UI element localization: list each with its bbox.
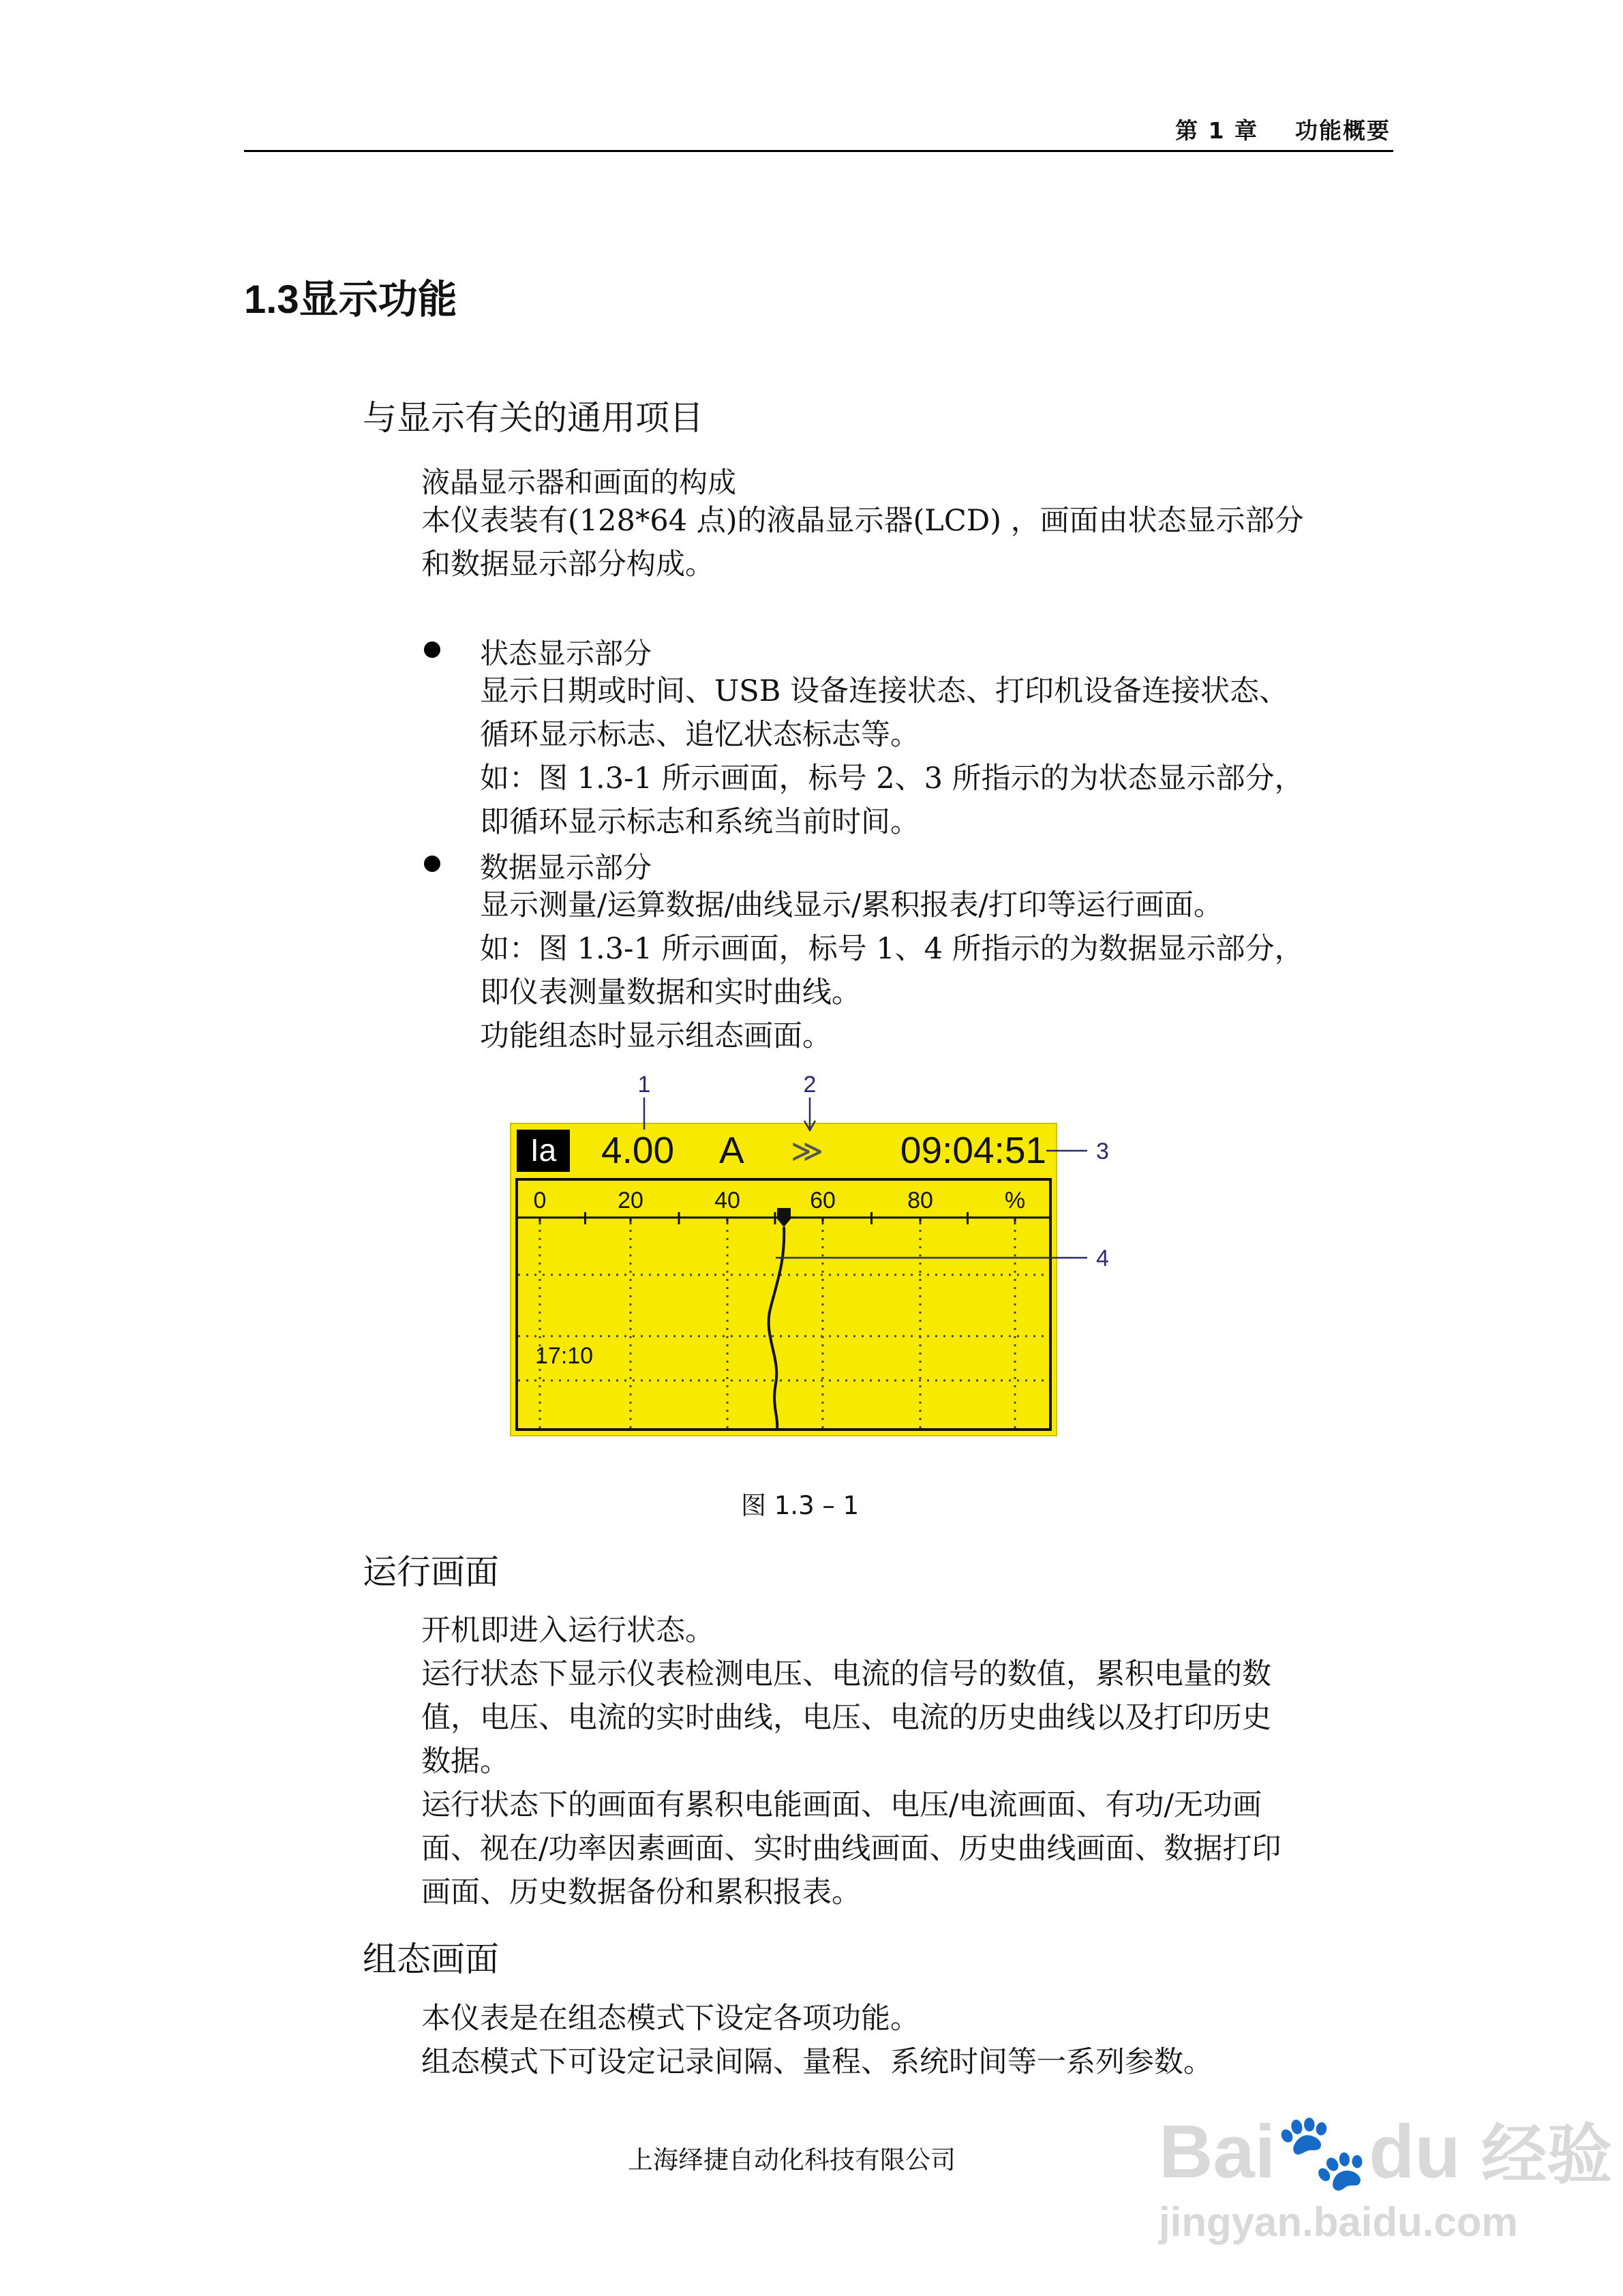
- bullet-title: 状态显示部分: [480, 637, 652, 670]
- header-rule: [244, 150, 1393, 152]
- scale-label: %: [1004, 1188, 1026, 1213]
- text-line: 值，电压、电流的实时曲线，电压、电流的历史曲线以及打印历史: [421, 1701, 1271, 1735]
- text-line: 循环显示标志、追忆状态标志等。: [480, 718, 920, 752]
- callout-2: 2: [803, 1072, 817, 1098]
- text-line: 如：图 1.3-1 所示画面，标号 1、4 所指示的为数据显示部分，: [480, 932, 1304, 966]
- text-line: 运行状态下显示仪表检测电压、电流的信号的数值，累积电量的数: [421, 1657, 1271, 1691]
- scale-label: 60: [810, 1188, 836, 1213]
- run-screen-heading: 运行画面: [363, 1552, 499, 1592]
- bullet-icon: [424, 641, 440, 658]
- chapter-number: 第 1 章: [1175, 117, 1259, 144]
- scale-label: 80: [907, 1188, 933, 1213]
- scale-label: 0: [533, 1188, 547, 1213]
- section-title: 1.3显示功能: [244, 277, 457, 322]
- text-line: 和数据显示部分构成。: [421, 547, 714, 581]
- watermark-brand: Bai: [1159, 2110, 1276, 2194]
- text-line: 运行状态下的画面有累积电能画面、电压/电流画面、有功/无功画: [421, 1788, 1262, 1822]
- figure-caption: 图 1.3 – 1: [741, 1491, 860, 1520]
- watermark-brand2: du: [1369, 2110, 1461, 2194]
- text-line: 组态模式下可设定记录间隔、量程、系统时间等一系列参数。: [421, 2045, 1213, 2079]
- system-time: 09:04:51: [900, 1129, 1046, 1171]
- watermark-url: jingyan.baidu.com: [1159, 2199, 1518, 2245]
- lcd-figure: [477, 1063, 1159, 1500]
- text-line: 功能组态时显示组态画面。: [480, 1019, 832, 1053]
- bullet-paragraph: [480, 669, 1304, 844]
- watermark-cn: 经验: [1481, 2119, 1613, 2192]
- text-line: 如：图 1.3-1 所示画面，标号 2、3 所指示的为状态显示部分，: [480, 761, 1304, 796]
- text-line: 本仪表装有(128*64 点)的液晶显示器(LCD) ，画面由状态显示部分: [421, 504, 1304, 538]
- bullet-icon: [424, 856, 440, 872]
- config-screen-paragraph: [421, 1997, 1213, 2084]
- scale-label: 40: [714, 1188, 740, 1213]
- text-line: 数据。: [421, 1744, 509, 1779]
- bullet-title: 数据显示部分: [480, 851, 652, 884]
- cycle-display-icon: ≫: [791, 1132, 824, 1169]
- scale-label: 20: [618, 1188, 643, 1213]
- run-screen-paragraph: [421, 1609, 1281, 1914]
- bullet-paragraph: [480, 883, 1304, 1058]
- running-header: [1175, 113, 1391, 145]
- channel-label: Ia: [530, 1132, 557, 1168]
- page-footer: 上海绎捷自动化科技有限公司: [628, 2145, 956, 2175]
- text-line: 显示测量/运算数据/曲线显示/累积报表/打印等运行画面。: [480, 888, 1223, 922]
- paw-icon: 🐾: [1275, 2110, 1369, 2194]
- callout-3: 3: [1096, 1138, 1109, 1164]
- callout-4: 4: [1096, 1245, 1109, 1271]
- text-line: 显示日期或时间、USB 设备连接状态、打印机设备连接状态、: [480, 674, 1288, 708]
- general-heading: 与显示有关的通用项目: [363, 398, 703, 438]
- lcd-paragraph: [421, 499, 1304, 586]
- config-screen-heading: 组态画面: [363, 1939, 499, 1979]
- text-line: 面、视在/功率因素画面、实时曲线画面、历史曲线画面、数据打印: [421, 1832, 1281, 1866]
- text-line: 开机即进入运行状态。: [421, 1614, 714, 1648]
- measured-unit: A: [719, 1129, 744, 1171]
- measured-value: 4.00: [601, 1129, 675, 1171]
- lcd-subtitle: 液晶显示器和画面的构成: [421, 466, 737, 499]
- text-line: 即循环显示标志和系统当前时间。: [480, 805, 920, 839]
- callout-1: 1: [637, 1072, 651, 1098]
- text-line: 画面、历史数据备份和累积报表。: [421, 1875, 861, 1909]
- chapter-title: 功能概要: [1295, 117, 1391, 144]
- text-line: 本仪表是在组态模式下设定各项功能。: [421, 2002, 920, 2036]
- history-time-label: 17:10: [535, 1343, 594, 1369]
- text-line: 即仪表测量数据和实时曲线。: [480, 976, 861, 1010]
- watermark-logo: [1159, 2103, 1612, 2196]
